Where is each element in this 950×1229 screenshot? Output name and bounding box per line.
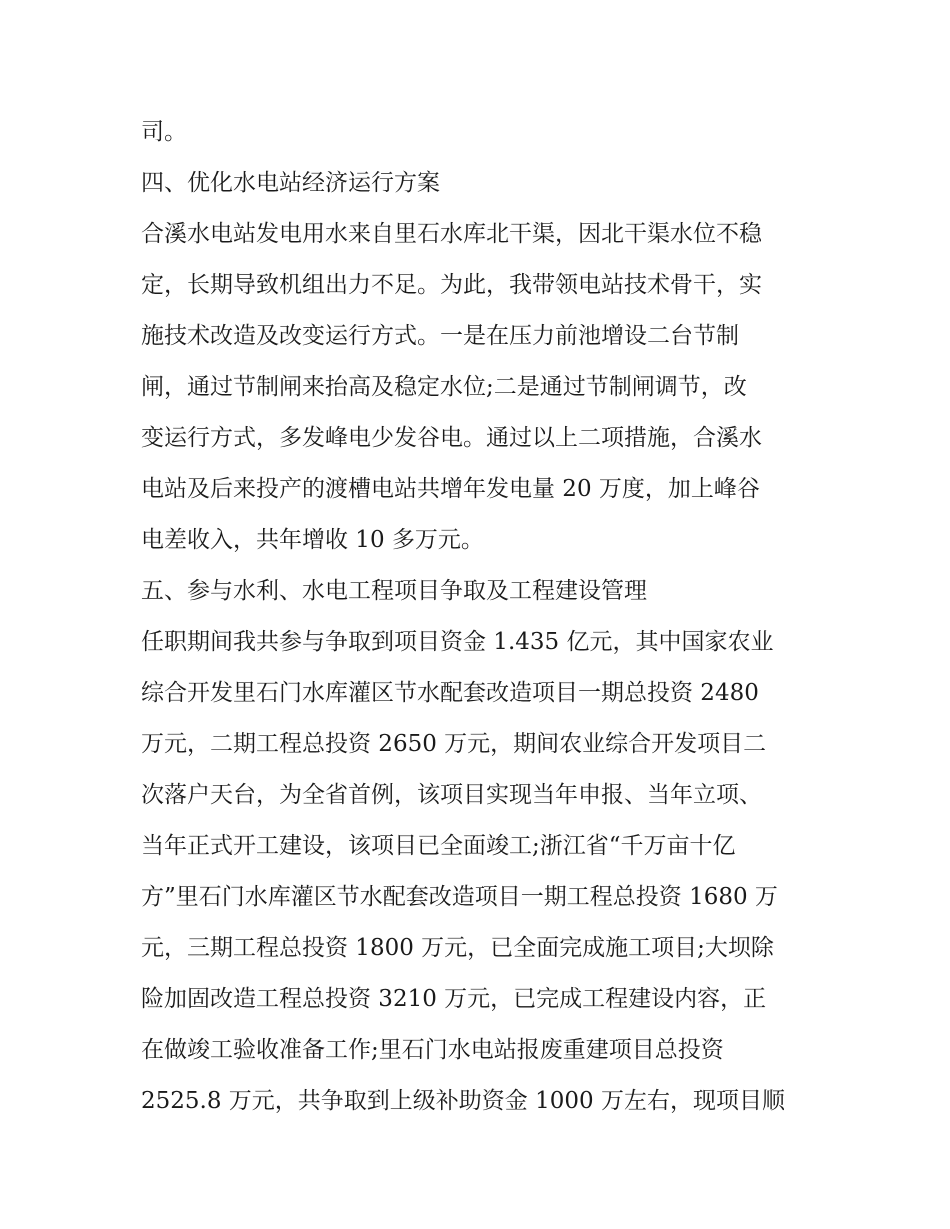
text-line: 方”里石门水库灌区节水配套改造项目一期工程总投资 1680 万: [141, 884, 778, 910]
text-line: 险加固改造工程总投资 3210 万元，已完成工程建设内容，正: [141, 986, 767, 1012]
body-text: [141, 107, 821, 1127]
text-line: 在做竣工验收准备工作;里石门水电站报废重建项目总投资: [141, 1037, 724, 1063]
text-line: 次落户天台，为全省首例，该项目实现当年申报、当年立项、: [141, 782, 762, 808]
text-line: 电站及后来投产的渡槽电站共增年发电量 20 万度，加上峰谷: [141, 476, 760, 502]
text-line: 任职期间我共参与争取到项目资金 1.435 亿元，其中国家农业: [141, 629, 774, 655]
text-line: 2525.8 万元，共争取到上级补助资金 1000 万左右，现项目顺: [141, 1088, 785, 1114]
section-heading: 四、优化水电站经济运行方案: [141, 170, 440, 196]
text-line: 电差收入，共年增收 10 多万元。: [141, 527, 484, 553]
text-line: 合溪水电站发电用水来自里石水库北干渠，因北干渠水位不稳: [141, 221, 762, 247]
text-line: 施技术改造及改变运行方式。一是在压力前池增设二台节制: [141, 323, 739, 349]
text-line: 万元，二期工程总投资 2650 万元，期间农业综合开发项目二: [141, 731, 767, 757]
text-line: 当年正式开工建设，该项目已全面竣工;浙江省“千万亩十亿: [141, 833, 736, 859]
text-line: 司。: [141, 119, 187, 145]
text-line: 元，三期工程总投资 1800 万元，已全面完成施工项目;大坝除: [141, 935, 774, 961]
section-heading: 五、参与水利、水电工程项目争取及工程建设管理: [141, 578, 647, 604]
text-line: 综合开发里石门水库灌区节水配套改造项目一期总投资 2480: [141, 680, 759, 706]
text-line: 变运行方式，多发峰电少发谷电。通过以上二项措施，合溪水: [141, 425, 762, 451]
text-line: 定，长期导致机组出力不足。为此，我带领电站技术骨干，实: [141, 272, 762, 298]
text-line: 闸，通过节制闸来抬高及稳定水位;二是通过节制闸调节，改: [141, 374, 747, 400]
